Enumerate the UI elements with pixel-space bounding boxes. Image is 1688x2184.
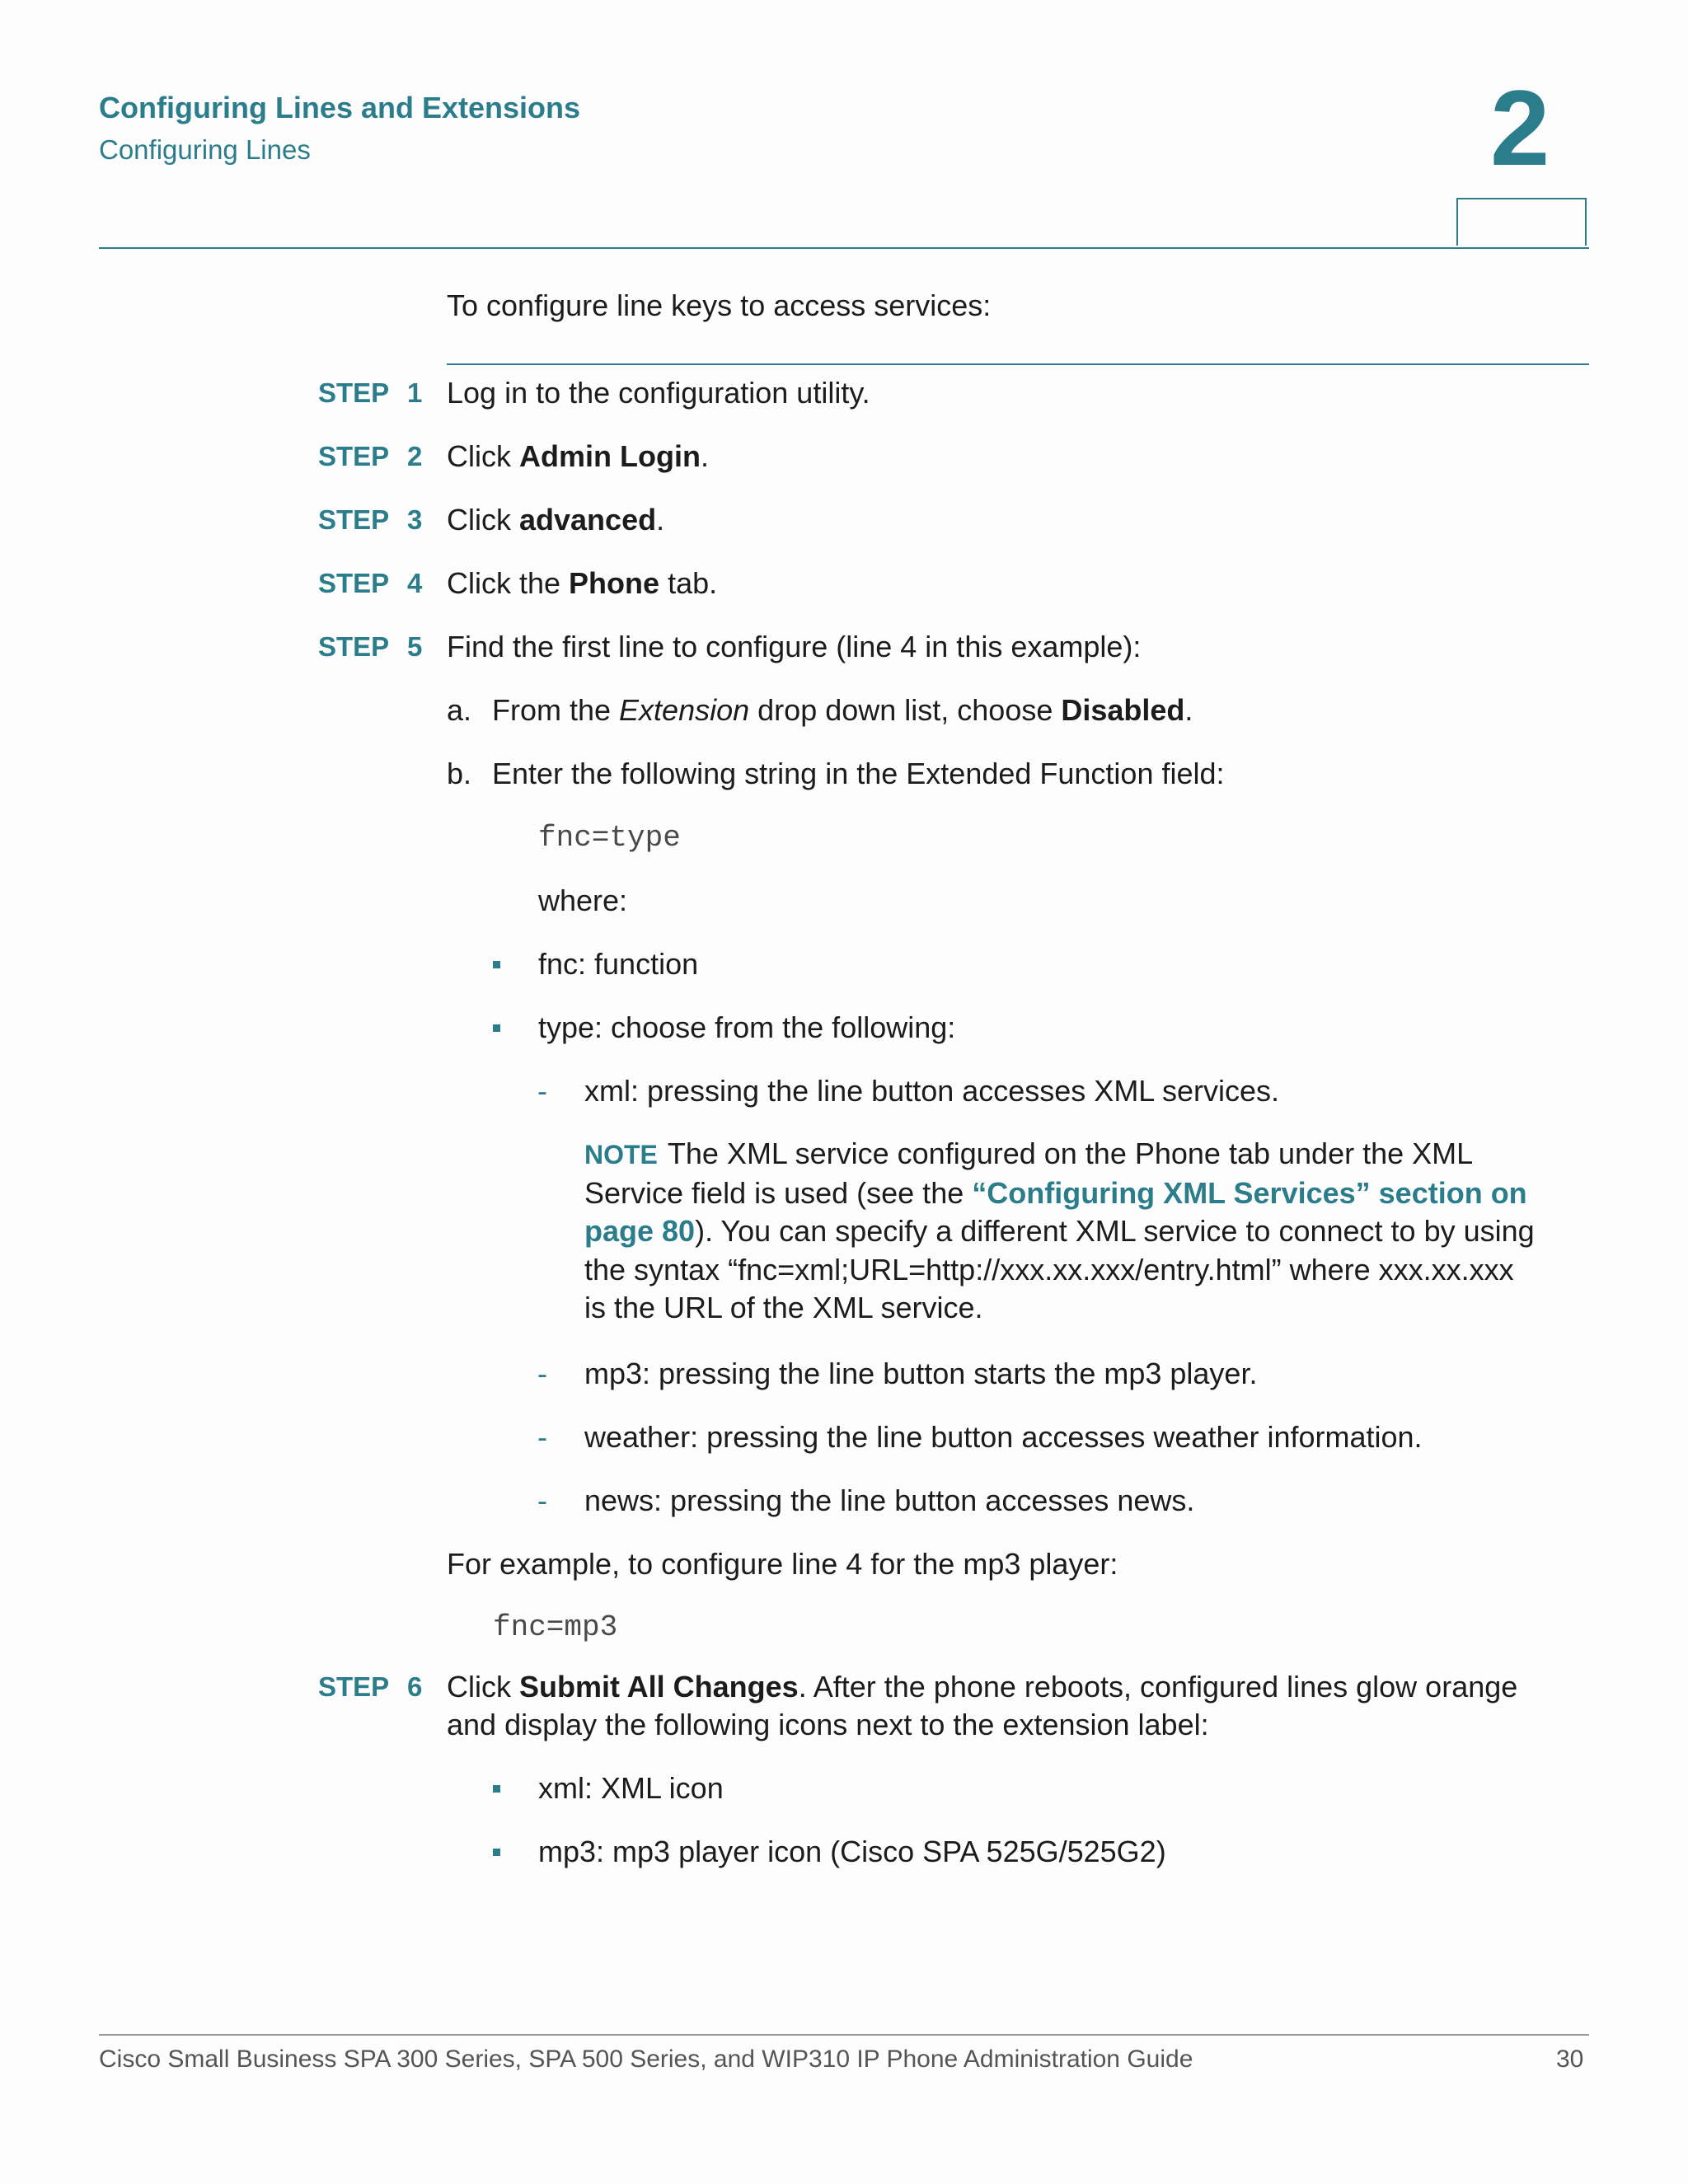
option-news: news: pressing the line button accesses news. xyxy=(584,1483,1195,1517)
step-label-2: STEP 2 xyxy=(318,441,423,471)
step-2-text: Click Admin Login. xyxy=(447,439,709,473)
intro-rule xyxy=(447,363,1589,365)
code-fnc-mp3: fnc=mp3 xyxy=(493,1610,618,1644)
dash-bullet-icon: - xyxy=(537,1357,547,1390)
option-xml: xml: pressing the line button accesses XML services. xyxy=(584,1074,1280,1108)
step-6-text: Click Submit All Changes. After the phone reboots, configured lines glow orange xyxy=(447,1670,1518,1704)
substep-a-text: From the Extension drop down list, choose Disabled. xyxy=(492,693,1193,727)
step-label-5: STEP 5 xyxy=(318,631,423,662)
dash-bullet-icon: - xyxy=(537,1483,547,1517)
section-title: Configuring Lines xyxy=(99,134,311,165)
chapter-tab-box xyxy=(1456,198,1587,246)
step-label-1: STEP 1 xyxy=(318,377,423,408)
option-mp3: mp3: pressing the line button starts the mp3 player. xyxy=(584,1357,1258,1390)
note-label: NOTE xyxy=(584,1140,658,1169)
bullet-xml-icon: xml: XML icon xyxy=(538,1771,724,1805)
bullet-square-icon xyxy=(493,1024,500,1032)
step-1-text: Log in to the configuration utility. xyxy=(447,376,870,410)
bullet-mp3-icon: mp3: mp3 player icon (Cisco SPA 525G/525G2) xyxy=(538,1835,1166,1868)
step-label-3: STEP 3 xyxy=(318,504,423,535)
chapter-number: 2 xyxy=(1490,68,1550,188)
code-fnc-type: fnc=type xyxy=(538,821,681,855)
xref-link-xml-services[interactable]: “Configuring XML Services” section on xyxy=(972,1175,1527,1210)
where-text: where: xyxy=(538,883,628,917)
intro-text: To configure line keys to access services: xyxy=(447,288,992,322)
step-6-text-line2: and display the following icons next to the extension label: xyxy=(447,1708,1209,1741)
chapter-title: Configuring Lines and Extensions xyxy=(99,91,581,124)
xref-link-page[interactable]: page 80 xyxy=(584,1214,696,1248)
footer-rule xyxy=(99,2034,1589,2036)
substep-a-marker: a. xyxy=(447,693,472,727)
option-weather: weather: pressing the line button accesses weather information. xyxy=(584,1420,1423,1454)
bullet-square-icon xyxy=(493,1849,500,1856)
step-label-6: STEP 6 xyxy=(318,1671,423,1702)
step-5-text: Find the first line to configure (line 4 in this example): xyxy=(447,630,1142,663)
bullet-square-icon xyxy=(493,1785,500,1793)
step-3-text: Click advanced. xyxy=(447,503,665,537)
substep-b-text: Enter the following string in the Extended Function field: xyxy=(492,757,1225,790)
example-text: For example, to configure line 4 for the mp3 player: xyxy=(447,1547,1118,1581)
step-label-4: STEP 4 xyxy=(318,568,423,598)
bullet-square-icon xyxy=(493,961,500,968)
footer-text: Cisco Small Business SPA 300 Series, SPA 500 Series, and WIP310 IP Phone Administration Guide xyxy=(99,2046,1193,2073)
page-number: 30 xyxy=(1556,2046,1584,2073)
dash-bullet-icon: - xyxy=(537,1420,547,1454)
bullet-fnc: fnc: function xyxy=(538,947,699,981)
note-block: NOTE The XML service configured on the Phone tab under the XML Service field is used (see the “Configuring XML Services” section on page 80). You can specify a different XML service to connect to by using the syntax “fnc=xml;URL=http://xxx.xx.xxx/entry.html” where xxx.xx.xxx is the URL of the XML service. xyxy=(584,1137,1535,1324)
dash-bullet-icon: - xyxy=(537,1074,547,1108)
bullet-type: type: choose from the following: xyxy=(538,1010,956,1044)
substep-b-marker: b. xyxy=(447,757,472,790)
step-4-text: Click the Phone tab. xyxy=(447,566,718,600)
header-rule xyxy=(99,247,1589,249)
